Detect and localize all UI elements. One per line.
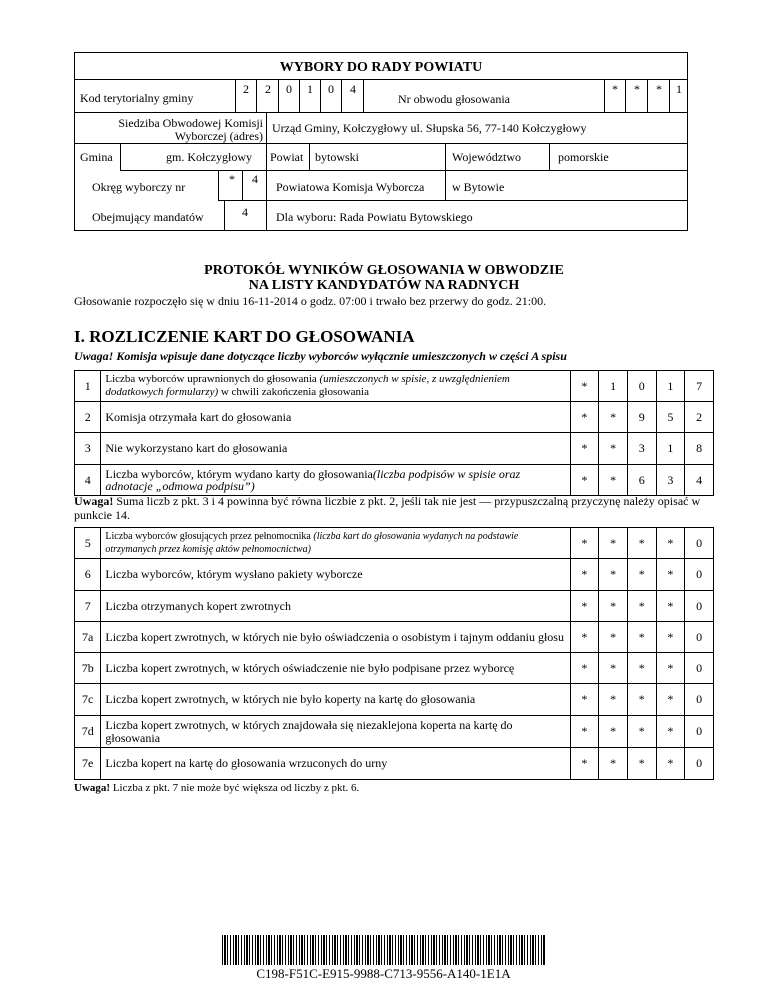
value-digit: * xyxy=(570,559,599,591)
okreg-digit-2: 4 xyxy=(252,172,258,186)
voting-info: Głosowanie rozpoczęło się w dniu 16-11-2014 o godz. 07:00 i trwało bez przerwy do godz. 21:00. xyxy=(74,294,547,308)
row-description: Liczba wyborców uprawnionych do głosowania (umieszczonych w spisie, z uwzględnieniem dodatkowych formularzy) w chwili zakończenia głosowania xyxy=(101,371,570,402)
mandates-label: Obejmujący mandatów xyxy=(92,210,204,224)
election-for: Dla wyboru: Rada Powiatu Bytowskiego xyxy=(276,210,473,224)
value-digit: 0 xyxy=(685,559,714,591)
value-digit: * xyxy=(627,622,656,653)
barcode-text: C198-F51C-E915-9988-C713-9556-A140-1E1A xyxy=(256,966,511,981)
wojewodztwo-value: pomorskie xyxy=(558,150,609,164)
row-description: Liczba wyborców, którym wydano karty do głosowania(liczba podpisów w spisie oraz adnotacje „odmowa podpisu”) xyxy=(101,465,570,496)
value-digit: * xyxy=(570,433,599,465)
value-digit: * xyxy=(656,684,685,716)
value-digit: 1 xyxy=(656,433,685,465)
table-row xyxy=(75,465,714,496)
value-digit: 2 xyxy=(685,402,714,433)
value-digit: * xyxy=(656,528,685,559)
value-digit: 1 xyxy=(656,371,685,402)
row-number: 3 xyxy=(75,433,101,465)
protocol-title-2: NA LISTY KANDYDATÓW NA RADNYCH xyxy=(248,278,520,293)
okreg-label: Okręg wyborczy nr xyxy=(92,180,186,194)
value-digit: * xyxy=(570,716,599,748)
value-digit: * xyxy=(627,684,656,716)
table-row xyxy=(75,528,714,559)
territorial-code-digit: 0 xyxy=(328,82,334,96)
value-digit: * xyxy=(599,433,628,465)
territorial-code-label: Kod terytorialny gminy xyxy=(80,91,194,105)
warning-2-label: Uwaga! xyxy=(74,782,111,794)
row-description: Liczba wyborców, którym wysłano pakiety wyborcze xyxy=(101,559,570,591)
district-no-label: Nr obwodu głosowania xyxy=(398,92,510,106)
warning-1 xyxy=(74,494,714,522)
value-digit: * xyxy=(599,622,628,653)
district-no-digit: * xyxy=(612,82,618,96)
election-title: WYBORY DO RADY POWIATU xyxy=(279,60,483,75)
value-digit: 4 xyxy=(685,465,714,496)
value-digit: * xyxy=(599,402,628,433)
warning-1-text: Suma liczb z pkt. 3 i 4 powinna być równa liczbie z pkt. 2, jeśli tak nie jest — przypuszczalną przyczynę należy opisać w punkcie 14. xyxy=(74,494,701,522)
value-digit: * xyxy=(656,591,685,622)
value-digit: * xyxy=(570,591,599,622)
value-digit: * xyxy=(570,465,599,496)
value-digit: * xyxy=(627,748,656,780)
value-digit: * xyxy=(570,402,599,433)
commission-seat-label-2: Wyborczej (adres) xyxy=(174,129,263,143)
table-row xyxy=(75,591,714,622)
value-digit: 3 xyxy=(627,433,656,465)
value-digit: * xyxy=(627,716,656,748)
row-description: Nie wykorzystano kart do głosowania xyxy=(101,433,570,465)
row-number: 7c xyxy=(75,684,101,716)
protocol-title-1: PROTOKÓŁ WYNIKÓW GŁOSOWANIA W OBWODZIE xyxy=(204,263,564,278)
value-digit: 6 xyxy=(627,465,656,496)
row-number: 5 xyxy=(75,528,101,559)
warning-2-text: Liczba z pkt. 7 nie może być większa od liczby z pkt. 6. xyxy=(110,782,360,794)
row-number: 4 xyxy=(75,465,101,496)
value-digit: * xyxy=(570,528,599,559)
territorial-code-digit: 2 xyxy=(243,82,249,96)
value-digit: * xyxy=(570,622,599,653)
district-no-digit: * xyxy=(634,82,640,96)
value-digit: * xyxy=(656,748,685,780)
value-digit: * xyxy=(570,653,599,684)
value-digit: 7 xyxy=(685,371,714,402)
district-no-digit: 1 xyxy=(676,82,682,96)
row-description: Komisja otrzymała kart do głosowania xyxy=(101,402,570,433)
row-number: 7a xyxy=(75,622,101,653)
barcode xyxy=(222,935,545,965)
commission-seat-label: Siedziba Obwodowej Komisji xyxy=(118,116,263,130)
okreg-digit-1: * xyxy=(229,172,235,186)
table-row xyxy=(75,716,714,748)
value-digit: 1 xyxy=(599,371,628,402)
value-digit: 0 xyxy=(685,653,714,684)
district-no-digit: * xyxy=(656,82,662,96)
table-row xyxy=(75,653,714,684)
powiatowa-value: w Bytowie xyxy=(452,180,505,194)
value-digit: * xyxy=(599,528,628,559)
row-number: 7 xyxy=(75,591,101,622)
value-digit: * xyxy=(627,528,656,559)
value-digit: 0 xyxy=(685,748,714,780)
value-digit: * xyxy=(627,559,656,591)
table-a xyxy=(74,370,714,496)
value-digit: 0 xyxy=(685,684,714,716)
warning-2 xyxy=(74,782,359,794)
row-description: Liczba kopert na kartę do głosowania wrzuconych do urny xyxy=(101,748,570,780)
row-description: Liczba kopert zwrotnych, w których znajdowała się niezaklejona koperta na kartę do głosowania xyxy=(101,716,570,748)
row-description: Liczba wyborców głosujących przez pełnomocnika (liczba kart do głosowania wydanych na podstawie otrzymanych przez komisję aktów pełnomocnictwa) xyxy=(101,528,570,559)
row-number: 2 xyxy=(75,402,101,433)
territorial-code-digit: 2 xyxy=(265,82,271,96)
row-description: Liczba kopert zwrotnych, w których nie było oświadczenia o osobistym i tajnym oddaniu głosu xyxy=(101,622,570,653)
row-number: 7e xyxy=(75,748,101,780)
value-digit: * xyxy=(599,465,628,496)
value-digit: 3 xyxy=(656,465,685,496)
row-number: 7d xyxy=(75,716,101,748)
value-digit: * xyxy=(627,591,656,622)
value-digit: 0 xyxy=(685,528,714,559)
row-description: Liczba otrzymanych kopert zwrotnych xyxy=(101,591,570,622)
value-digit: 0 xyxy=(685,716,714,748)
row-number: 7b xyxy=(75,653,101,684)
value-digit: 0 xyxy=(685,591,714,622)
value-digit: * xyxy=(656,622,685,653)
value-digit: * xyxy=(599,591,628,622)
section-heading: I. ROZLICZENIE KART DO GŁOSOWANIA xyxy=(74,327,415,346)
row-description: Liczba kopert zwrotnych, w których oświadczenie nie było podpisane przez wyborcę xyxy=(101,653,570,684)
territorial-code-digit: 4 xyxy=(350,82,356,96)
value-digit: 0 xyxy=(627,371,656,402)
powiat-value: bytowski xyxy=(315,150,360,164)
value-digit: * xyxy=(599,653,628,684)
value-digit: * xyxy=(656,653,685,684)
value-digit: * xyxy=(599,684,628,716)
table-row xyxy=(75,559,714,591)
value-digit: * xyxy=(570,748,599,780)
value-digit: 9 xyxy=(627,402,656,433)
section-note: Uwaga! Komisja wpisuje dane dotyczące liczby wyborców wyłącznie umieszczonych w części A spisu xyxy=(74,349,567,363)
value-digit: * xyxy=(599,748,628,780)
table-row xyxy=(75,371,714,402)
table-row xyxy=(75,433,714,465)
warning-1-label: Uwaga! xyxy=(74,494,114,508)
table-row xyxy=(75,622,714,653)
territorial-code-digit: 0 xyxy=(286,82,292,96)
value-digit: * xyxy=(627,653,656,684)
value-digit: 5 xyxy=(656,402,685,433)
territorial-code-digit: 1 xyxy=(307,82,313,96)
row-number: 6 xyxy=(75,559,101,591)
value-digit: * xyxy=(656,559,685,591)
row-description: Liczba kopert zwrotnych, w których nie było koperty na kartę do głosowania xyxy=(101,684,570,716)
table-row xyxy=(75,684,714,716)
value-digit: * xyxy=(599,716,628,748)
wojewodztwo-label: Województwo xyxy=(452,150,522,164)
value-digit: * xyxy=(570,684,599,716)
table-row xyxy=(75,402,714,433)
mandates-value: 4 xyxy=(242,205,248,219)
table-row xyxy=(75,748,714,780)
value-digit: 0 xyxy=(685,622,714,653)
table-b xyxy=(74,527,714,780)
powiat-label: Powiat xyxy=(270,150,304,164)
value-digit: 8 xyxy=(685,433,714,465)
value-digit: * xyxy=(599,559,628,591)
commission-seat-value: Urząd Gminy, Kołczygłowy ul. Słupska 56, 77-140 Kołczygłowy xyxy=(272,121,587,135)
value-digit: * xyxy=(656,716,685,748)
value-digit: * xyxy=(570,371,599,402)
row-number: 1 xyxy=(75,371,101,402)
powiatowa-label: Powiatowa Komisja Wyborcza xyxy=(276,180,425,194)
gmina-label: Gmina xyxy=(80,150,113,164)
gmina-value: gm. Kołczygłowy xyxy=(166,150,252,164)
